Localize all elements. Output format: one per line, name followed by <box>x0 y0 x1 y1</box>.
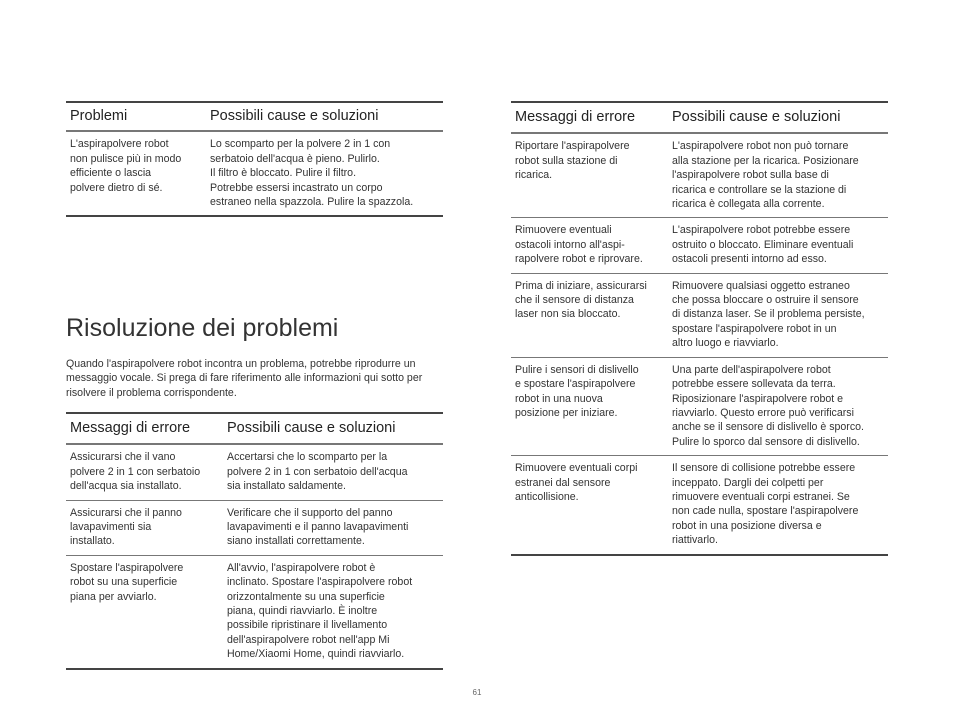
solution-cell: Una parte dell'aspirapolvere robot potrebbe essere sollevata da terra. Riposizionare l'aspirapolvere robot e riavviarlo. Questo errore può verificarsi anche se il sensore di dislivello è sporco. Pulire lo sporco dal sensore di dislivello. <box>672 363 864 448</box>
error-messages-table-left <box>66 412 443 670</box>
solution-cell: All'avvio, l'aspirapolvere robot è inclinato. Spostare l'aspirapolvere robot orizzontalmente su una superficie piana, quindi riavviarlo. È inoltre possibile ripristinare il livellamento dell'aspirapolvere robot nell'app Mi Home/Xiaomi Home, quindi riavviarlo. <box>227 561 413 661</box>
error-message-cell: Riportare l'aspirapolvere robot sulla stazione di ricarica. <box>515 140 630 182</box>
table-row <box>511 357 888 455</box>
error-messages-table-right <box>511 101 888 556</box>
error-message-cell: Prima di iniziare, assicurarsi che il sensore di distanza laser non sia bloccato. <box>515 279 647 321</box>
table-row <box>511 273 888 357</box>
table-row <box>511 455 888 553</box>
solution-cell: Rimuovere qualsiasi oggetto estraneo che possa bloccare o ostruire il sensore di distanza laser. Se il problema persiste, spostare l'aspirapolvere robot in un altro luogo e riavviarlo. <box>672 279 865 350</box>
error-message-cell: Spostare l'aspirapolvere robot su una superficie piana per avviarlo. <box>70 561 184 603</box>
page-number: 61 <box>472 688 482 697</box>
error-message-cell: Rimuovere eventuali ostacoli intorno all'aspi- rapolvere robot e riprovare. <box>515 224 643 266</box>
column-header-error-messages: Messaggi di errore <box>515 109 636 125</box>
solution-cell: Lo scomparto per la polvere 2 in 1 con serbatoio dell'acqua è pieno. Pulirlo. Il filtro è bloccato. Pulire il filtro. Potrebbe essersi incastrato un corpo estraneo nella spazzola. Pulire la spazzola. <box>210 138 414 209</box>
column-header-solutions: Possibili cause e soluzioni <box>227 420 396 436</box>
solution-cell: Accertarsi che lo scomparto per la polvere 2 in 1 con serbatoio dell'acqua sia installato saldamente. <box>227 451 408 493</box>
column-header-solutions: Possibili cause e soluzioni <box>210 108 379 124</box>
problems-table <box>66 101 443 217</box>
column-header-solutions: Possibili cause e soluzioni <box>672 109 841 125</box>
solution-cell: L'aspirapolvere robot potrebbe essere ostruito o bloccato. Eliminare eventuali ostacoli presenti intorno ad esso. <box>672 224 854 266</box>
solution-cell: L'aspirapolvere robot non può tornare alla stazione per la ricarica. Posizionare l'aspirapolvere robot sulla base di ricarica e controllare se la stazione di ricarica è collegata alla corrente. <box>672 140 859 211</box>
table-row <box>511 133 888 217</box>
table-row <box>511 217 888 272</box>
intro-paragraph: Quando l'aspirapolvere robot incontra un problema, potrebbe riprodurre un messaggio vocale. Si prega di fare riferimento alle informazioni qui sotto per risolvere il problema corrispondente. <box>66 358 423 399</box>
error-message-cell: Rimuovere eventuali corpi estranei dal sensore anticollisione. <box>515 462 638 503</box>
error-message-cell: Pulire i sensori di dislivello e spostare l'aspirapolvere robot in una nuova posizione per iniziare. <box>515 363 639 419</box>
column-header-error-messages: Messaggi di errore <box>70 420 191 436</box>
table-row <box>66 444 443 499</box>
section-title: Risoluzione dei problemi <box>66 314 339 342</box>
table-row <box>66 131 443 215</box>
table-header <box>66 414 443 444</box>
table-header <box>66 103 443 131</box>
table-header <box>511 103 888 133</box>
error-message-cell: Assicurarsi che il panno lavapavimenti sia installato. <box>70 506 182 548</box>
problem-cell: L'aspirapolvere robot non pulisce più in modo efficiente o lascia polvere dietro di sé. <box>70 138 182 194</box>
error-message-cell: Assicurarsi che il vano polvere 2 in 1 con serbatoio dell'acqua sia installato. <box>70 451 201 493</box>
table-row <box>66 500 443 555</box>
solution-cell: Il sensore di collisione potrebbe essere inceppato. Dargli dei colpetti per rimuovere eventuali corpi estranei. Se non cade nulla, spostare l'aspirapolvere robot in una posizione diversa e riattivarlo. <box>672 462 859 547</box>
solution-cell: Verificare che il supporto del panno lavapavimenti e il panno lavapavimenti siano installati correttamente. <box>227 506 409 548</box>
table-row <box>66 555 443 668</box>
column-header-problems: Problemi <box>70 108 128 124</box>
